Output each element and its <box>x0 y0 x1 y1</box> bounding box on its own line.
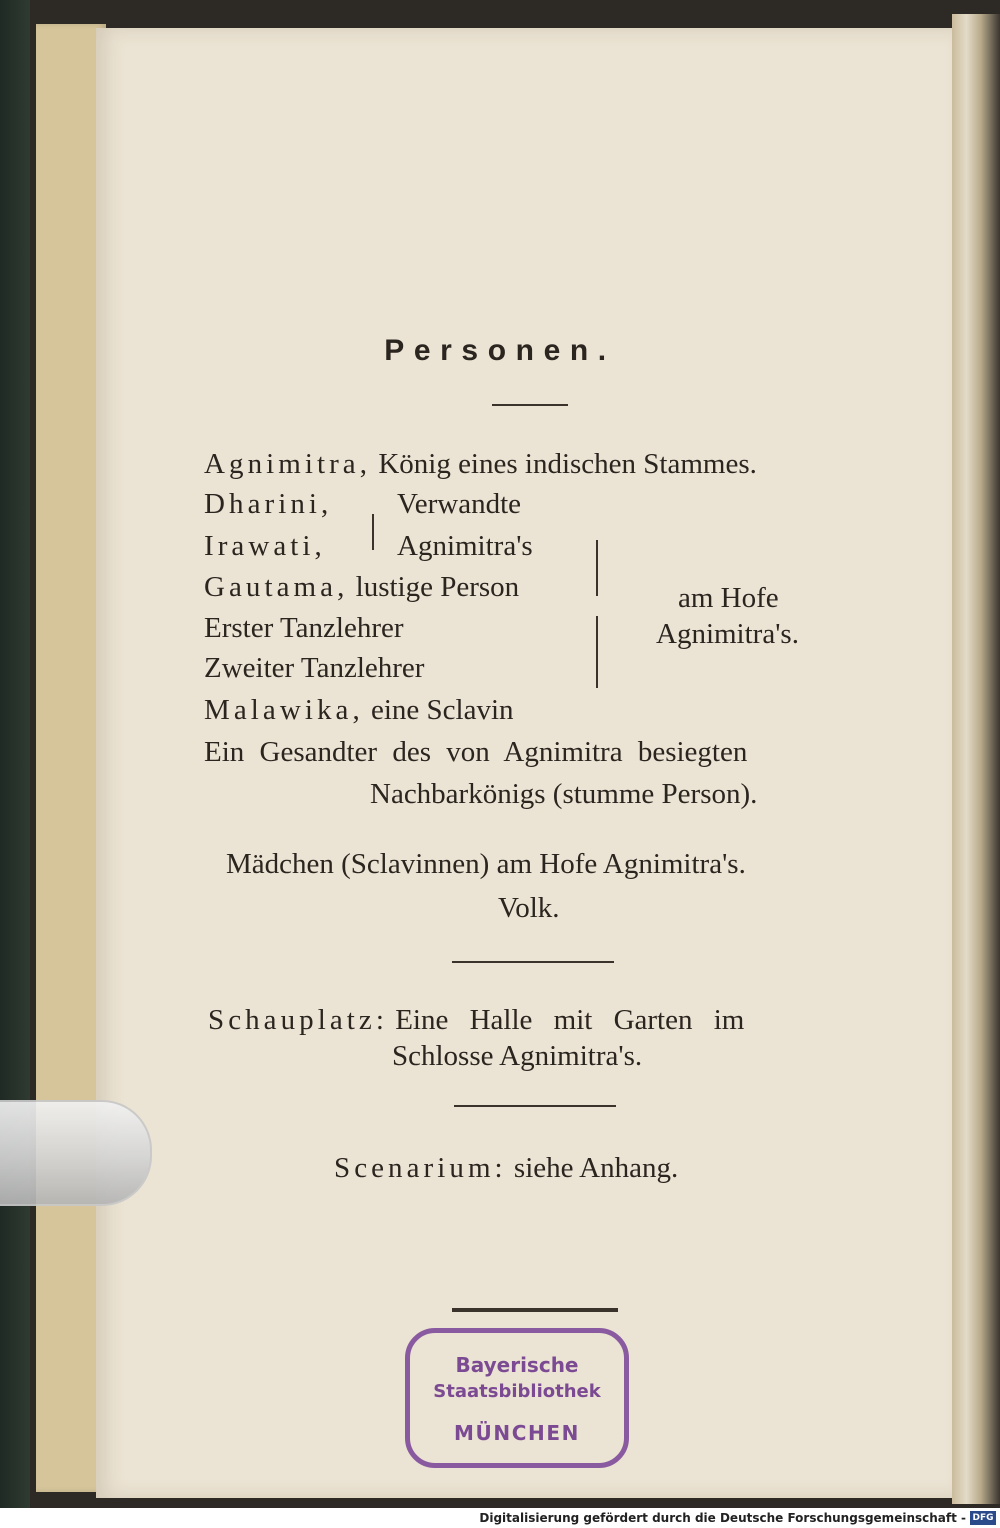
setting-text: Eine Halle mit Garten im <box>395 1004 745 1036</box>
stamp-line3: MÜNCHEN <box>454 1421 580 1445</box>
dfg-logo-icon: DFG <box>970 1511 996 1525</box>
extras-maedchen: Mädchen (Sclavinnen) am Hofe Agnimitra's. <box>226 848 746 880</box>
cast-irawati-desc: Agnimitra's <box>397 530 533 562</box>
setting-line1 <box>208 1004 744 1037</box>
stamp-line2: Staatsbibliothek <box>433 1381 601 1402</box>
page-heading: Personen. <box>384 334 616 367</box>
large-brace-upper <box>596 540 598 596</box>
bottom-rule <box>452 1308 618 1312</box>
cast-dharini-desc: Verwandte <box>397 488 522 520</box>
footer-credit: Digitalisierung gefördert durch die Deutsche Forschungsgemeinschaft - <box>479 1511 966 1525</box>
cast-desc: eine Sclavin <box>371 694 514 726</box>
scenario-label: Scenarium: <box>334 1152 507 1184</box>
cast-name: Gautama, <box>204 571 349 603</box>
cast-irawati-name: Irawati, <box>204 530 326 562</box>
scenario-line <box>334 1152 678 1185</box>
large-brace-lower <box>596 616 598 688</box>
cast-name: Agnimitra, <box>204 448 372 480</box>
small-brace-line <box>372 514 374 550</box>
cast-erster: Erster Tanzlehrer <box>204 612 404 644</box>
cast-name: Malawika, <box>204 694 364 726</box>
extras-volk: Volk. <box>498 892 560 924</box>
cast-malawika <box>204 694 514 727</box>
court-label-line2: Agnimitra's. <box>656 618 799 650</box>
cast-desc: König eines indischen Stammes. <box>378 448 757 480</box>
setting-label: Schauplatz: <box>208 1004 388 1036</box>
cast-gesandter-line2: Nachbarkönigs (stumme Person). <box>370 778 758 810</box>
library-stamp <box>405 1328 629 1468</box>
cast-zweiter: Zweiter Tanzlehrer <box>204 652 425 684</box>
cast-agnimitra <box>204 448 757 481</box>
stamp-line1: Bayerische <box>455 1353 579 1377</box>
section-rule-2 <box>454 1105 616 1107</box>
page-clip <box>0 1100 152 1206</box>
heading-rule <box>492 404 568 406</box>
setting-line2: Schlosse Agnimitra's. <box>392 1040 643 1072</box>
book-spine <box>952 14 1000 1504</box>
scanner-backdrop <box>0 0 30 1528</box>
section-rule-1 <box>452 961 614 963</box>
cast-gesandter-line1: Ein Gesandter des von Agnimitra besiegten <box>204 736 748 768</box>
cast-dharini-name: Dharini, <box>204 488 333 520</box>
scenario-text: siehe Anhang. <box>513 1152 679 1184</box>
cast-desc: lustige Person <box>355 571 520 603</box>
court-label-line1: am Hofe <box>678 582 779 614</box>
digitization-footer <box>0 1508 1000 1528</box>
cast-gautama <box>204 571 519 604</box>
